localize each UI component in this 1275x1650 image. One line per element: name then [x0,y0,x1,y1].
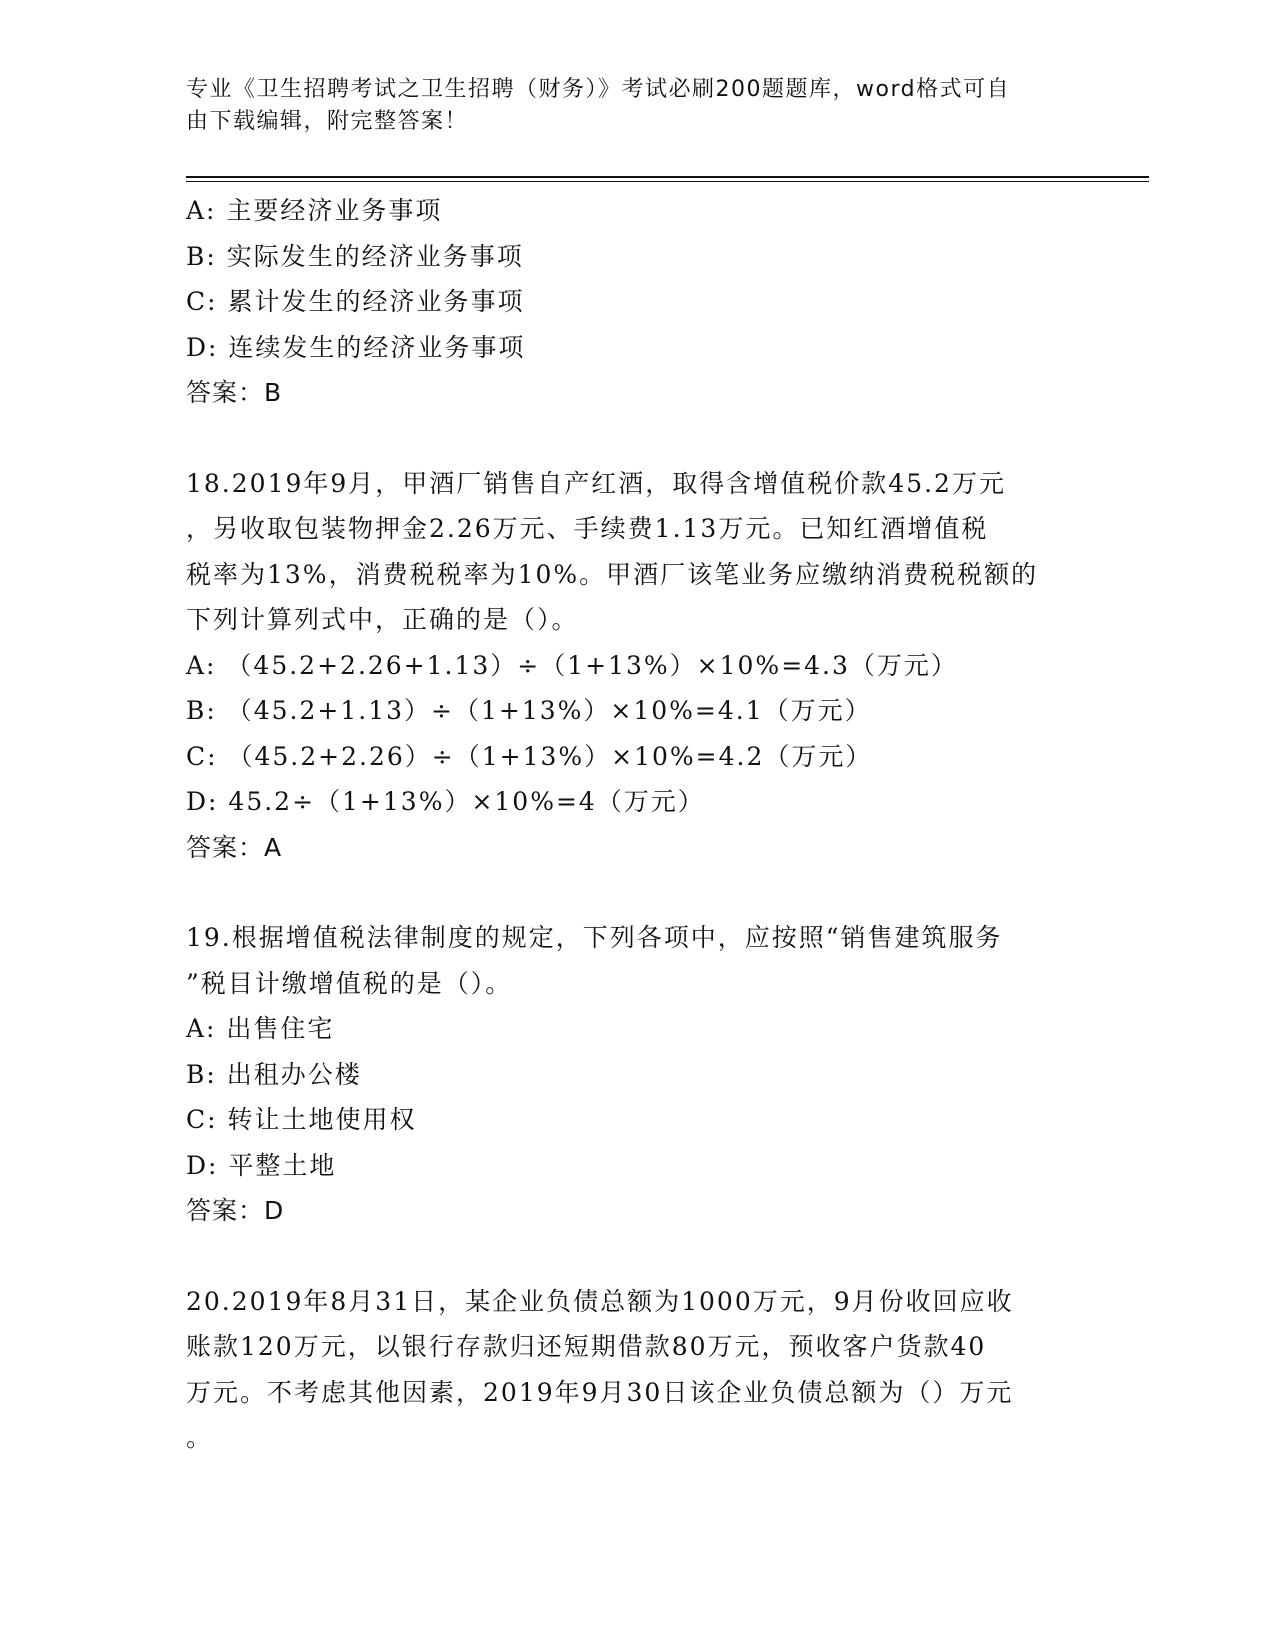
answer: 答案：A [186,832,283,862]
question-19 [186,915,1086,1234]
question-20 [186,1279,1086,1461]
question-stem-line: ”税目计缴增值税的是（）。 [186,968,513,998]
question-stem-line: 账款120万元，以银行存款归还短期借款80万元，预收客户货款40 [186,1332,987,1361]
document-header [186,74,1066,138]
question-stem-line: 18.2019年9月，甲酒厂销售自产红酒，取得含增值税价款45.2万元 [186,468,1006,498]
option-d: D: 45.2÷（1+13%）×10%=4（万元） [186,787,705,816]
option-c: C: 转让土地使用权 [186,1105,417,1134]
option-c: C: 累计发生的经济业务事项 [186,287,525,316]
option-a: A: 出售住宅 [186,1014,335,1043]
option-b: B: （45.2+1.13）÷（1+13%）×10%=4.1（万元） [186,696,872,725]
question-stem-line: 。 [186,1423,214,1452]
question-stem-line: 20.2019年8月31日，某企业负债总额为1000万元，9月份收回应收 [186,1286,1014,1316]
answer: 答案：D [186,1196,285,1225]
question-stem-line: 万元。不考虑其他因素，2019年9月30日该企业负债总额为（）万元 [186,1377,1014,1407]
option-a: A: （45.2+2.26+1.13）÷（1+13%）×10%=4.3（万元） [186,650,958,680]
option-b: B: 实际发生的经济业务事项 [186,241,524,271]
question-stem-line: 下列计算列式中，正确的是（）。 [186,605,579,634]
option-d: D: 平整土地 [186,1150,337,1180]
question-18 [186,461,1086,871]
header-line-1: 专业《卫生招聘考试之卫生招聘（财务）》考试必刷200题题库，word格式可自 [186,77,1011,102]
document-body [186,188,1086,1461]
question-stem-line: 税率为13%，消费税税率为10%。甲酒厂该笔业务应缴纳消费税税额的 [186,559,1039,589]
header-rule-thick [186,176,1149,178]
header-rule-thin [186,181,1149,182]
option-a: A: 主要经济业务事项 [186,196,443,225]
question-stem-line: 19.根据增值税法律制度的规定，下列各项中，应按照“销售建筑服务 [186,923,1003,952]
option-d: D: 连续发生的经济业务事项 [186,332,526,362]
answer: 答案：B [186,378,283,407]
option-c: C: （45.2+2.26）÷（1+13%）×10%=4.2（万元） [186,741,873,771]
question-17 [186,188,1086,416]
option-b: B: 出租办公楼 [186,1059,362,1089]
header-line-2: 由下载编辑，附完整答案！ [186,109,469,134]
question-stem-line: ，另收取包装物押金2.26万元、手续费1.13万元。已知红酒增值税 [186,514,989,543]
